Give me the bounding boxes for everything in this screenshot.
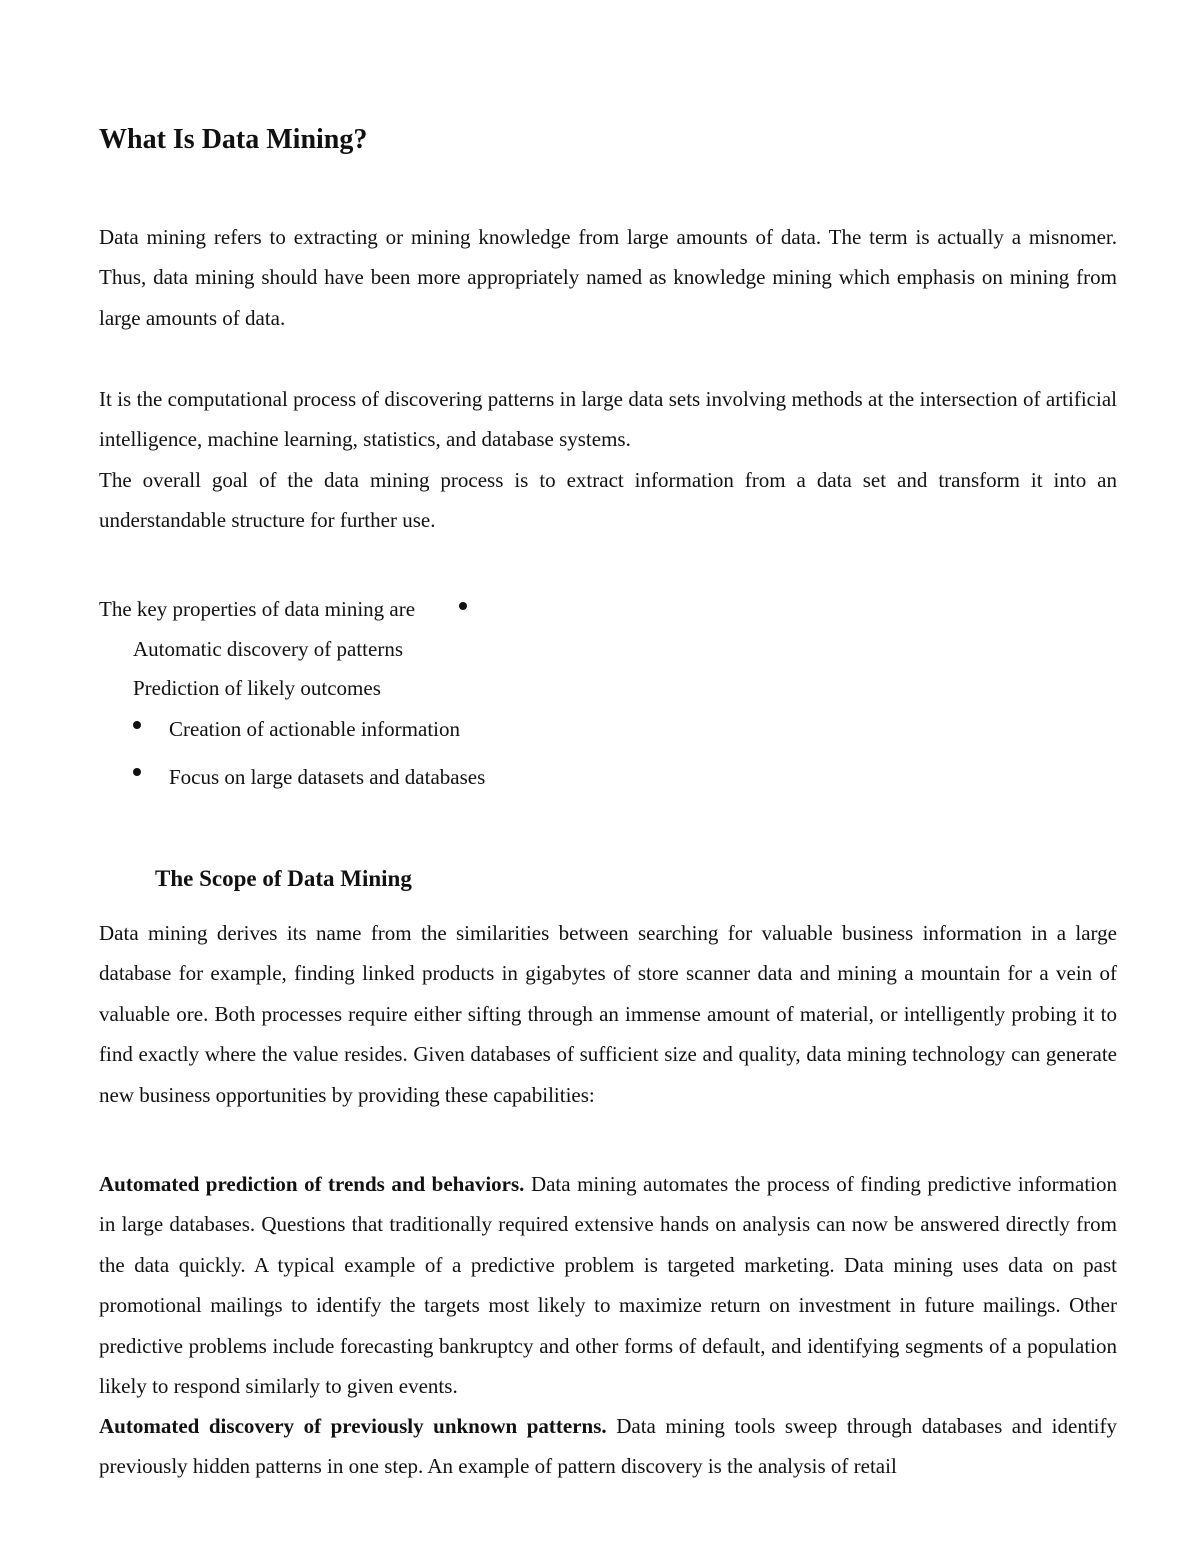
bullet-icon (459, 602, 467, 610)
scope-paragraph: Data mining derives its name from the similarities between searching for valuable business information in a large database for example, finding linked products in gigabytes of store scanner data and mining a mountain for a vein of valuable ore. Both processes require either sifting through an immense amount of material, or intelligently probing it to find exactly where the value resides. Given databases of sufficient size and quality, data mining technology can generate new business opportunities by providing these capabilities: (99, 921, 1117, 1107)
property-item: Automatic discovery of patterns (133, 637, 404, 661)
properties-intro: The key properties of data mining are (99, 597, 416, 621)
section-heading: The Scope of Data Mining (155, 866, 412, 891)
page-title: What Is Data Mining? (99, 124, 368, 155)
scope-item-patterns (99, 1406, 1117, 1487)
bullet-icon (133, 721, 141, 729)
scope-item-lead: Automated discovery of previously unknown patterns. (99, 1414, 607, 1438)
intro-paragraph-3: The overall goal of the data mining process is to extract information from a data set and transform it into an understandable structure for further use. (99, 468, 1117, 533)
intro-paragraph-2: It is the computational process of discovering patterns in large data sets involving methods at the intersection of artificial intelligence, machine learning, statistics, and database systems. (99, 387, 1117, 452)
property-item: Focus on large datasets and databases (169, 765, 486, 789)
property-item: Prediction of likely outcomes (133, 676, 381, 700)
property-item: Creation of actionable information (169, 717, 460, 741)
scope-item-body: Data mining automates the process of finding predictive information in large databases. Questions that traditionally required extensive hands on analysis can now be answered directly from the data quickly. A typical example of a predictive problem is targeted marketing. Data mining uses data on past promotional mailings to identify the targets most likely to maximize return on investment in future mailings. Other predictive problems include forecasting bankruptcy and other forms of default, and identifying segments of a population likely to respond similarly to given events. (99, 1172, 1117, 1399)
scope-item-lead: Automated prediction of trends and behaviors. (99, 1172, 525, 1196)
scope-item-body: Data mining tools sweep through databases and identify previously hidden patterns in one step. An example of pattern discovery is the analysis of retail (99, 1414, 1117, 1479)
scope-item-trends (99, 1164, 1117, 1406)
intro-paragraph-1: Data mining refers to extracting or mining knowledge from large amounts of data. The term is actually a misnomer. Thus, data mining should have been more appropriately named as knowledge mining which emphasis on mining from large amounts of data. (99, 225, 1117, 330)
bullet-icon (133, 768, 141, 776)
